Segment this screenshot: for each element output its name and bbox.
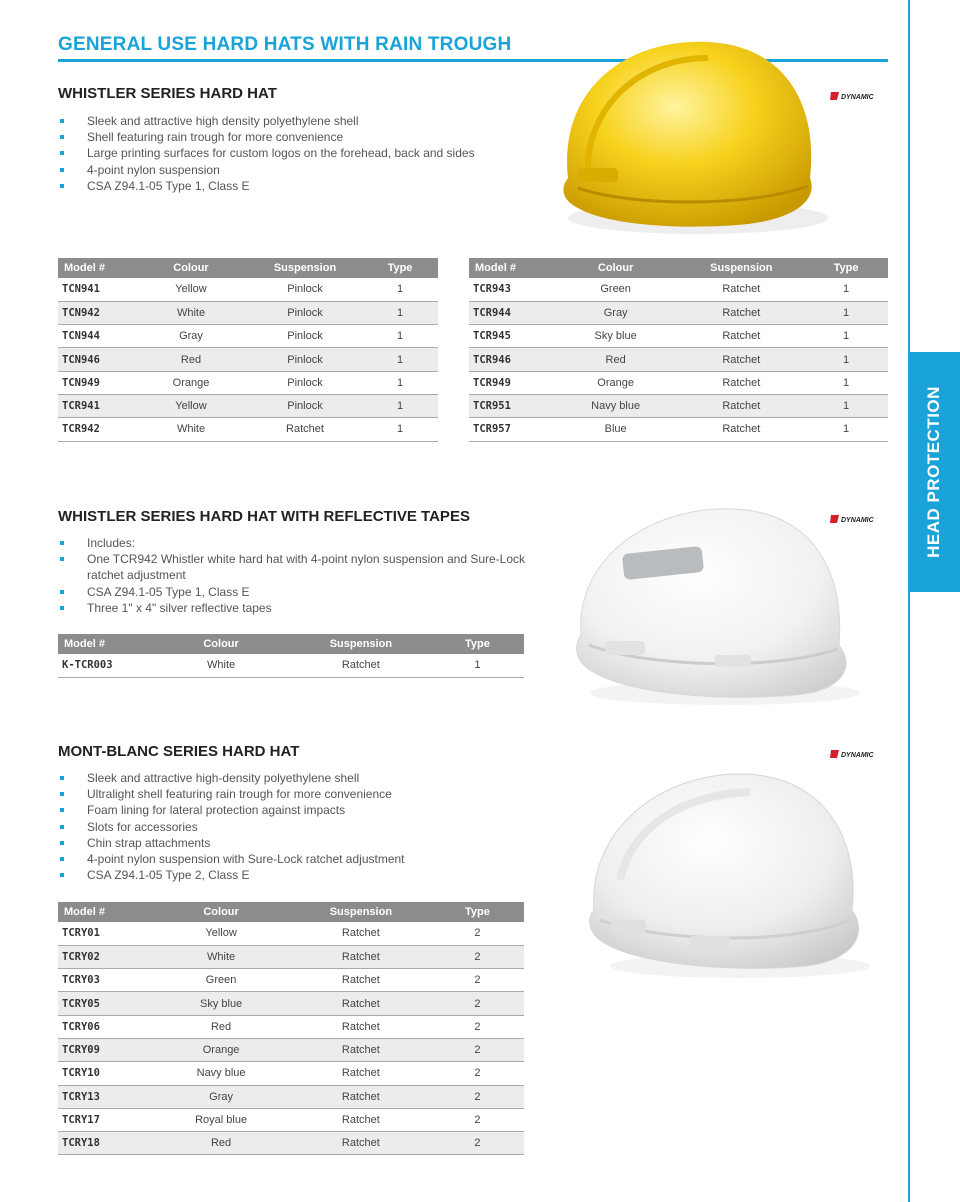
reflective-table [58, 634, 524, 678]
table-cell: TCRY09 [58, 1038, 151, 1061]
table-row [469, 348, 888, 371]
feature-item: CSA Z94.1-05 Type 2, Class E [58, 867, 538, 883]
table-cell: TCRY18 [58, 1132, 151, 1155]
yellow-hard-hat-image [548, 28, 848, 248]
table-row [58, 325, 438, 348]
table-row [469, 325, 888, 348]
table-cell: 1 [804, 394, 888, 417]
table-cell: 1 [362, 278, 438, 301]
table-cell: Red [151, 1015, 291, 1038]
column-header: Suspension [291, 634, 431, 654]
table-cell: Green [553, 278, 679, 301]
montblanc-table [58, 902, 524, 1155]
table-cell: 1 [804, 325, 888, 348]
section-title-montblanc: MONT-BLANC SERIES HARD HAT [58, 743, 300, 760]
table-cell: 2 [431, 1038, 524, 1061]
table-cell: Ratchet [291, 1108, 431, 1131]
table-cell: Pinlock [248, 278, 362, 301]
table-row [469, 394, 888, 417]
feature-item: 4-point nylon suspension [58, 162, 538, 178]
svg-text:DYNAMIC: DYNAMIC [841, 752, 874, 759]
table-cell: White [151, 654, 291, 677]
table-row [469, 278, 888, 301]
table-header-row [58, 258, 438, 278]
table-cell: TCN942 [58, 301, 134, 324]
svg-text:DYNAMIC: DYNAMIC [841, 94, 874, 101]
column-header: Suspension [291, 902, 431, 922]
column-header: Colour [151, 902, 291, 922]
table-row [58, 371, 438, 394]
table-cell: TCR946 [469, 348, 553, 371]
table-cell: Red [151, 1132, 291, 1155]
table-cell: Ratchet [248, 418, 362, 441]
table-row [58, 1015, 524, 1038]
table-cell: Green [151, 969, 291, 992]
section-title-reflective: WHISTLER SERIES HARD HAT WITH REFLECTIVE TAPES [58, 508, 470, 525]
whistler-table-right [469, 258, 888, 442]
table-cell: Pinlock [248, 301, 362, 324]
table-cell: 1 [804, 278, 888, 301]
column-header: Type [431, 902, 524, 922]
table-cell: Ratchet [291, 1062, 431, 1085]
table-cell: Sky blue [553, 325, 679, 348]
feature-item: Large printing surfaces for custom logos on the forehead, back and sides [58, 145, 538, 161]
table-cell: 2 [431, 1015, 524, 1038]
table-row [58, 301, 438, 324]
feature-item: Slots for accessories [58, 819, 538, 835]
table-cell: Gray [151, 1085, 291, 1108]
table-cell: 1 [362, 394, 438, 417]
table-cell: Orange [134, 371, 248, 394]
table-row [58, 1038, 524, 1061]
table-cell: TCR941 [58, 394, 134, 417]
table-cell: 1 [804, 418, 888, 441]
table-cell: Ratchet [678, 371, 804, 394]
table-cell: 2 [431, 1085, 524, 1108]
table-cell: Ratchet [291, 1085, 431, 1108]
table-cell: Ratchet [291, 922, 431, 945]
table-cell: 1 [804, 371, 888, 394]
table-row [58, 945, 524, 968]
white-reflective-hard-hat-image [565, 495, 870, 710]
table-row [58, 394, 438, 417]
table-cell: White [151, 945, 291, 968]
table-cell: 2 [431, 1132, 524, 1155]
table-cell: Gray [134, 325, 248, 348]
table-cell: White [134, 418, 248, 441]
table-cell: White [134, 301, 248, 324]
table-row [58, 418, 438, 441]
table-cell: Pinlock [248, 394, 362, 417]
feature-item: CSA Z94.1-05 Type 1, Class E [58, 584, 538, 600]
feature-item: Shell featuring rain trough for more convenience [58, 129, 538, 145]
table-cell: Royal blue [151, 1108, 291, 1131]
feature-item: Sleek and attractive high density polyethylene shell [58, 113, 538, 129]
table-cell: 2 [431, 969, 524, 992]
table-cell: TCR943 [469, 278, 553, 301]
table-cell: TCR957 [469, 418, 553, 441]
table-cell: K-TCR003 [58, 654, 151, 677]
table-cell: Ratchet [291, 969, 431, 992]
table-cell: 2 [431, 922, 524, 945]
table-cell: Pinlock [248, 371, 362, 394]
table-cell: Red [553, 348, 679, 371]
table-cell: Sky blue [151, 992, 291, 1015]
table-cell: Ratchet [291, 654, 431, 677]
feature-list-whistler [58, 113, 538, 194]
table-cell: Ratchet [291, 1038, 431, 1061]
table-row [58, 1132, 524, 1155]
table-cell: Ratchet [291, 945, 431, 968]
table-cell: TCRY05 [58, 992, 151, 1015]
table-cell: TCR944 [469, 301, 553, 324]
table-cell: Ratchet [291, 1015, 431, 1038]
table-cell: TCN946 [58, 348, 134, 371]
table-cell: 2 [431, 1062, 524, 1085]
column-header: Model # [469, 258, 553, 278]
column-header: Model # [58, 634, 151, 654]
table-cell: TCN949 [58, 371, 134, 394]
table-row [58, 278, 438, 301]
table-cell: Ratchet [678, 278, 804, 301]
table-cell: Ratchet [678, 301, 804, 324]
feature-item: 4-point nylon suspension with Sure-Lock ratchet adjustment [58, 851, 538, 867]
column-header: Type [431, 634, 524, 654]
column-header: Type [362, 258, 438, 278]
table-cell: Navy blue [553, 394, 679, 417]
table-cell: Yellow [151, 922, 291, 945]
table-cell: TCRY01 [58, 922, 151, 945]
table-cell: Orange [151, 1038, 291, 1061]
table-row [58, 922, 524, 945]
whistler-table-left [58, 258, 438, 442]
feature-item: Foam lining for lateral protection against impacts [58, 802, 538, 818]
table-cell: TCRY06 [58, 1015, 151, 1038]
table-cell: Yellow [134, 394, 248, 417]
feature-item: Includes: [58, 535, 538, 551]
feature-item: Ultralight shell featuring rain trough for more convenience [58, 786, 538, 802]
table-row [469, 418, 888, 441]
side-band-line [908, 0, 910, 1202]
table-cell: TCRY10 [58, 1062, 151, 1085]
table-row [58, 1108, 524, 1131]
table-cell: 2 [431, 992, 524, 1015]
table-cell: Pinlock [248, 325, 362, 348]
brand-logo-3 [829, 748, 889, 760]
table-cell: 2 [431, 945, 524, 968]
table-cell: TCRY03 [58, 969, 151, 992]
table-row [58, 1085, 524, 1108]
table-cell: 2 [431, 1108, 524, 1131]
column-header: Suspension [678, 258, 804, 278]
table-cell: 1 [362, 301, 438, 324]
table-header-row [469, 258, 888, 278]
table-row [469, 371, 888, 394]
table-cell: TCR942 [58, 418, 134, 441]
table-row [58, 654, 524, 677]
table-cell: Orange [553, 371, 679, 394]
column-header: Colour [134, 258, 248, 278]
table-cell: 1 [362, 371, 438, 394]
table-row [58, 348, 438, 371]
table-cell: TCRY17 [58, 1108, 151, 1131]
table-cell: Ratchet [678, 418, 804, 441]
table-cell: 1 [431, 654, 524, 677]
table-cell: 1 [362, 325, 438, 348]
table-cell: 1 [804, 348, 888, 371]
white-montblanc-hard-hat-image [580, 760, 880, 985]
table-cell: Yellow [134, 278, 248, 301]
table-cell: TCRY13 [58, 1085, 151, 1108]
column-header: Type [804, 258, 888, 278]
column-header: Colour [553, 258, 679, 278]
table-header-row [58, 902, 524, 922]
table-cell: Gray [553, 301, 679, 324]
table-cell: TCN941 [58, 278, 134, 301]
feature-list-reflective [58, 535, 538, 616]
table-row [58, 992, 524, 1015]
table-cell: Ratchet [678, 325, 804, 348]
table-row [58, 969, 524, 992]
table-cell: TCRY02 [58, 945, 151, 968]
table-row [469, 301, 888, 324]
column-header: Model # [58, 902, 151, 922]
table-cell: Ratchet [678, 394, 804, 417]
table-cell: TCR951 [469, 394, 553, 417]
table-cell: Ratchet [678, 348, 804, 371]
table-cell: 1 [362, 418, 438, 441]
feature-list-montblanc [58, 770, 538, 883]
feature-item: CSA Z94.1-05 Type 1, Class E [58, 178, 538, 194]
table-cell: Red [134, 348, 248, 371]
table-cell: Blue [553, 418, 679, 441]
table-header-row [58, 634, 524, 654]
table-cell: Ratchet [291, 1132, 431, 1155]
feature-item: Chin strap attachments [58, 835, 538, 851]
table-cell: TCR945 [469, 325, 553, 348]
table-cell: 1 [804, 301, 888, 324]
page-title: GENERAL USE HARD HATS WITH RAIN TROUGH [58, 34, 512, 55]
feature-item: Sleek and attractive high-density polyethylene shell [58, 770, 538, 786]
table-cell: 1 [362, 348, 438, 371]
column-header: Colour [151, 634, 291, 654]
table-cell: TCR949 [469, 371, 553, 394]
table-cell: Navy blue [151, 1062, 291, 1085]
feature-item: Three 1" x 4" silver reflective tapes [58, 600, 538, 616]
section-title-whistler: WHISTLER SERIES HARD HAT [58, 85, 277, 102]
table-row [58, 1062, 524, 1085]
column-header: Model # [58, 258, 134, 278]
column-header: Suspension [248, 258, 362, 278]
svg-text:DYNAMIC: DYNAMIC [841, 517, 874, 524]
table-cell: Ratchet [291, 992, 431, 1015]
table-cell: Pinlock [248, 348, 362, 371]
feature-item: One TCR942 Whistler white hard hat with 4-point nylon suspension and Sure-Lock ratchet adjustment [58, 551, 538, 583]
table-cell: TCN944 [58, 325, 134, 348]
side-label: HEAD PROTECTION [924, 386, 943, 558]
